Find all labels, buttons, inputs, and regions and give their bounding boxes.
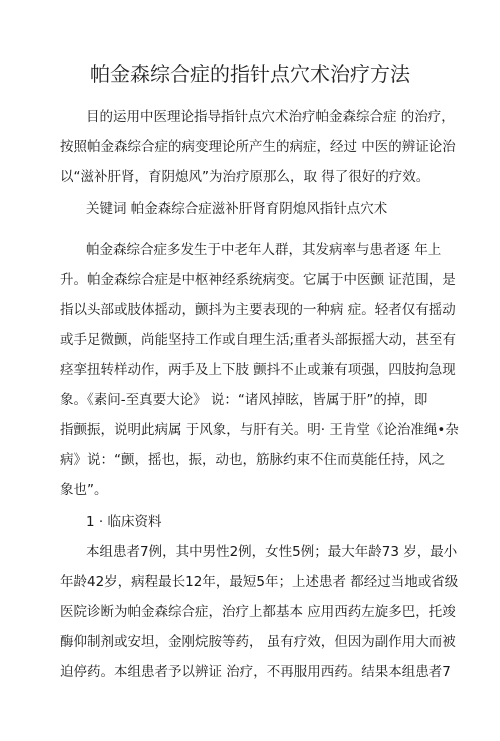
abstract-line: 按照帕金森综合症的病变理论所产生的病症，经过 中医的辨证论治 — [60, 139, 456, 155]
body-line: 痉挛扭转样动作，两手及上下肢 颤抖不止或兼有项强，四肢拘急现 — [60, 362, 456, 378]
body-line: 指颤振，说明此病属 于风象，与肝有关。明· 王肯堂《论治准绳•杂 — [60, 422, 459, 438]
document-title: 帕金森综合症的指针点穴术治疗方法 — [90, 62, 410, 86]
abstract-line: 以“滋补肝肾，育阴熄风”为治疗原那么，取 得了很好的疗效。 — [60, 169, 430, 185]
body-line: 病》说：“颤，摇也，振，动也，筋脉约束不住而莫能任持，风之 — [60, 452, 445, 468]
body-line: 或手足微颤，尚能坚持工作或自理生活;重者头部振摇大动，甚至有 — [60, 332, 457, 348]
body-line: 升。帕金森综合症是中枢神经系统病变。它属于中医颤 证范围，是 — [60, 272, 456, 288]
body-line: 帕金森综合症多发生于中老年人群，其发病率与患者逐 年上 — [86, 242, 442, 258]
body-line: 指以头部或肢体摇动，颤抖为主要表现的一种病 症。轻者仅有摇动 — [60, 302, 456, 318]
body-line: 酶仰制剂或安坦，金刚烷胺等药， 虽有疗效，但因为副作用大而被 — [60, 634, 456, 650]
body-line: 迫停药。本组患者予以辨证 治疗，不再服用西药。结果本组患者7 — [60, 664, 451, 680]
section-heading: 1 · 临床资料 — [86, 514, 162, 530]
body-line: 医院诊断为帕金森综合症，治疗上都基本 应用西药左旋多巴，托竣 — [60, 604, 456, 620]
body-line: 象。《素问-至真要大论》 说：“诸风掉眩，皆属于肝”的掉，即 — [60, 392, 428, 408]
body-line: 本组患者7例，其中男性2例，女性5例；最大年龄73 岁，最小 — [86, 544, 458, 560]
abstract-line: 目的运用中医理论指导指针点穴术治疗帕金森综合症 的治疗， — [86, 109, 455, 125]
body-line: 年龄42岁，病程最长12年，最短5年；上述患者 都经过当地或省级 — [60, 574, 459, 590]
keywords-line: 关键词 帕金森综合症滋补肝肾育阴熄风指针点穴术 — [86, 201, 388, 217]
body-line: 象也”。 — [60, 482, 108, 498]
